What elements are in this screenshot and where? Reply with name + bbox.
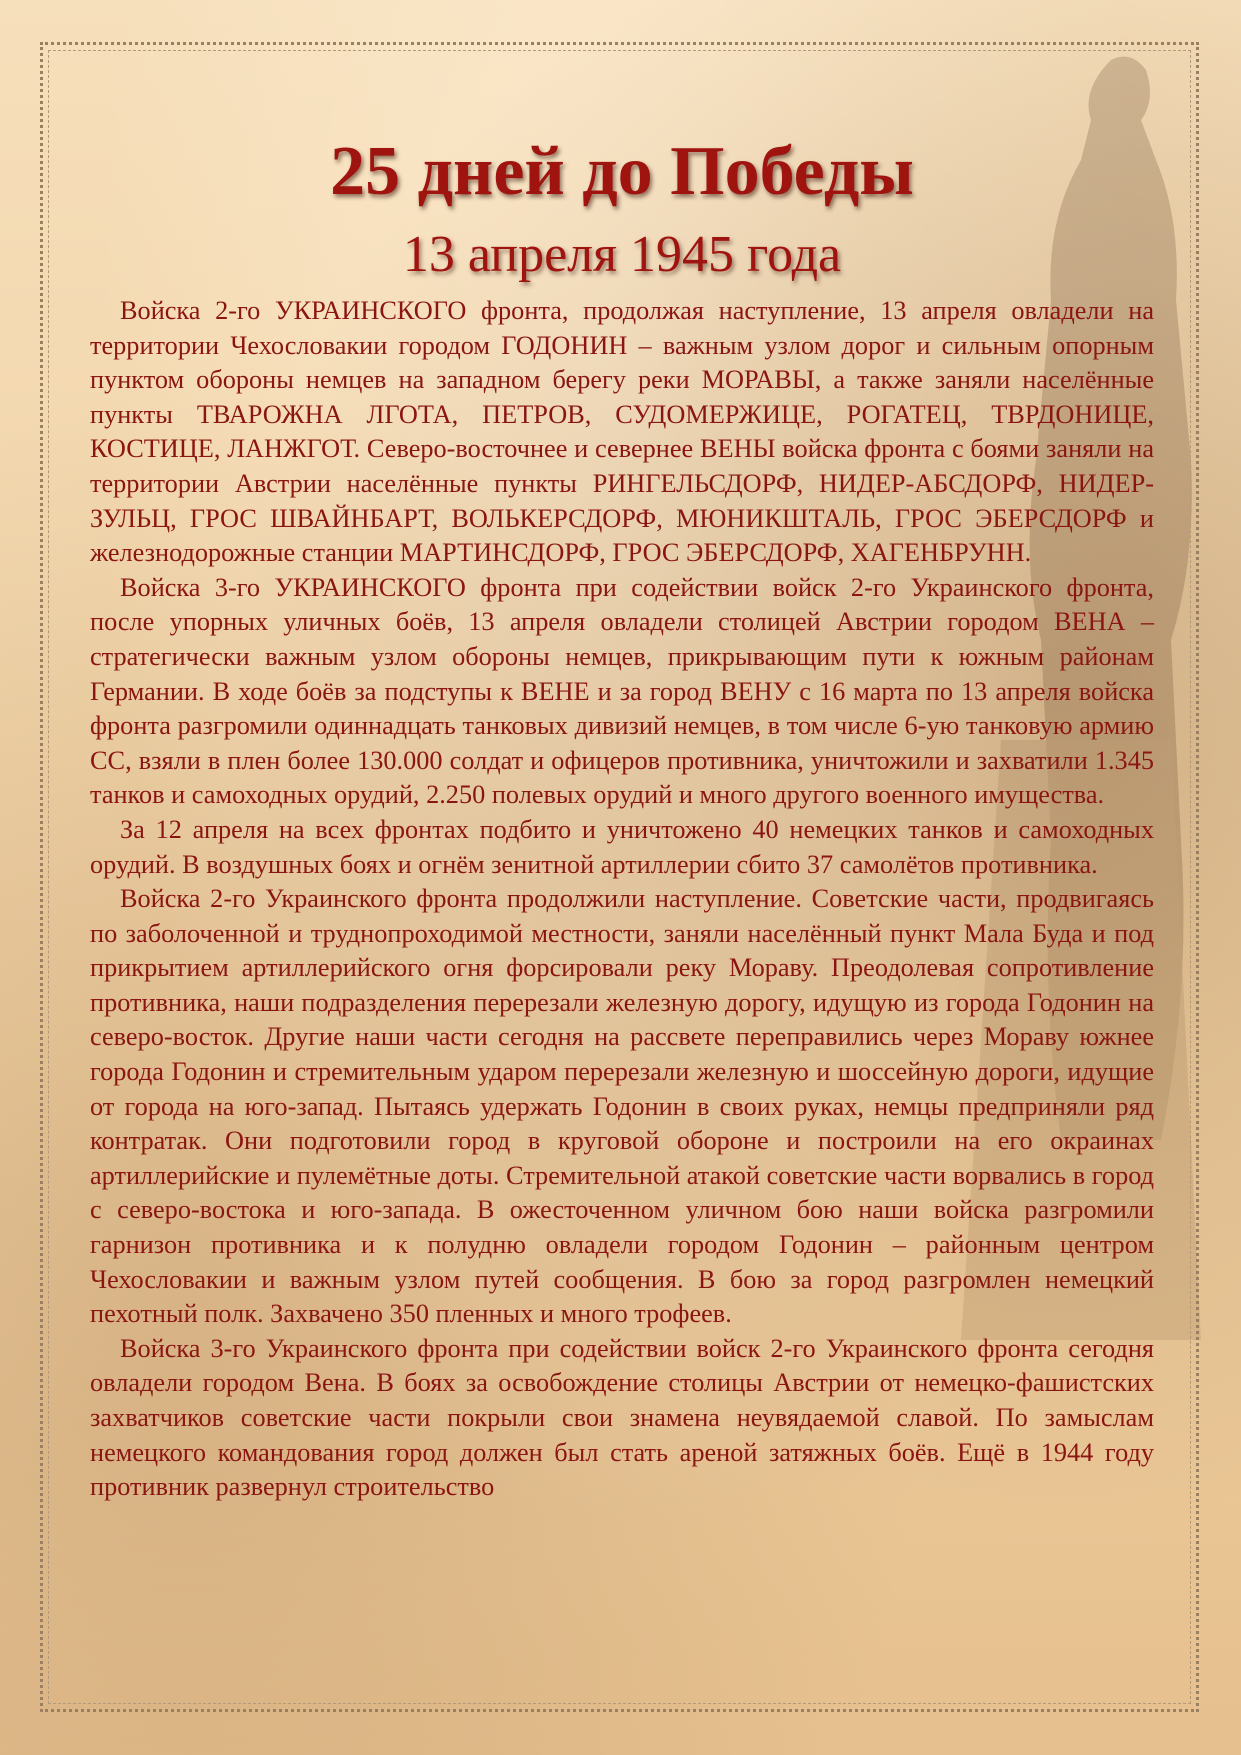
paragraph-2nd-ukrainian-front: Войска 2-го УКРАИНСКОГО фронта, продолжая наступление, 13 апреля овладели на территории Чехословакии городом ГОДОНИН – важным узлом дорог и сильным опорным пунктом обороны немцев на западном берегу реки МОРАВЫ, а также заняли населённые пункты ТВАРОЖНА ЛГОТА, ПЕТРОВ, СУДОМЕРЖИЦЕ, РОГАТЕЦ, ТВРДОНИЦЕ, КОСТИЦЕ, ЛАНЖГОТ. Северо-восточнее и севернее ВЕНЫ войска фронта с боями заняли на территории Австрии населённые пункты РИНГЕЛЬСДОРФ, НИДЕР-АБСДОРФ, НИДЕР-ЗУЛЬЦ, ГРОС ШВАЙНБАРТ, ВОЛЬКЕРСДОРФ, МЮНИКШТАЛЬ, ГРОС ЭБЕРСДОРФ и железнодорожные станции МАРТИНСДОРФ, ГРОС ЭБЕРСДОРФ, ХАГЕНБРУНН.	[90, 296, 1154, 568]
paragraph-vienna-liberation: Войска 3-го Украинского фронта при содействии войск 2-го Украинского фронта сегодня овладели городом Вена. В боях за освобождение столицы Австрии от немецко-фашистских захватчиков советские части покрыли свои знамена неувядаемой славой. По замыслам немецкого командования город должен был стать ареной затяжных боёв. Ещё в 1944 году противник развернул строительство	[90, 1333, 1154, 1502]
paragraph-3rd-ukrainian-front-vienna: Войска 3-го УКРАИНСКОГО фронта при содействии войск 2-го Украинского фронта, после упорных уличных боёв, 13 апреля овладели столицей Австрии городом ВЕНА – стратегически важным узлом обороны немцев, прикрывающим пути к южным районам Германии. В ходе боёв за подступы к ВЕНЕ и за город ВЕНУ с 16 марта по 13 апреля войска фронта разгромили одиннадцать танковых дивизий немцев, в том числе 6-ую танковую армию СС, взяли в плен более 130.000 солдат и офицеров противника, уничтожили и захватили 1.345 танков и самоходных орудий, 2.250 полевых орудий и много другого военного имущества.	[90, 572, 1154, 810]
paragraph-hodonin-offensive: Войска 2-го Украинского фронта продолжили наступление. Советские части, продвигаясь по заболоченной и труднопроходимой местности, заняли населённый пункт Мала Буда и под прикрытием артиллерийского огня форсировали реку Мораву. Преодолевая сопротивление противника, наши подразделения перерезали железную дорогу, идущую из города Годонин на северо-восток. Другие наши части сегодня на рассвете переправились через Мораву южнее города Годонин и стремительным ударом перерезали железную и шоссейную дороги, идущие от города на юго-запад. Пытаясь удержать Годонин в своих руках, немцы предприняли ряд контратак. Они подготовили город в круговой обороне и построили на его окраинах артиллерийские и пулемётные доты. Стремительной атакой советские части ворвались в город с северо-востока и юго-запада. В ожесточенном уличном бою наши войска разгромили гарнизон противника и к полудню овладели городом Годонин – районным центром Чехословакии и важным узлом путей сообщения. В бою за город разгромлен немецкий пехотный полк. Захвачено 350 пленных и много трофеев.	[90, 884, 1154, 1329]
page-subtitle-date: 13 апреля 1945 года	[402, 226, 842, 283]
paragraph-april-12-losses: За 12 апреля на всех фронтах подбито и уничтожено 40 немецких танков и самоходных орудий. В воздушных боях и огнём зенитной артиллерии сбито 37 самолётов противника.	[90, 814, 1154, 879]
page-title: 25 дней до Победы	[330, 133, 914, 210]
article-content	[90, 130, 1154, 1505]
